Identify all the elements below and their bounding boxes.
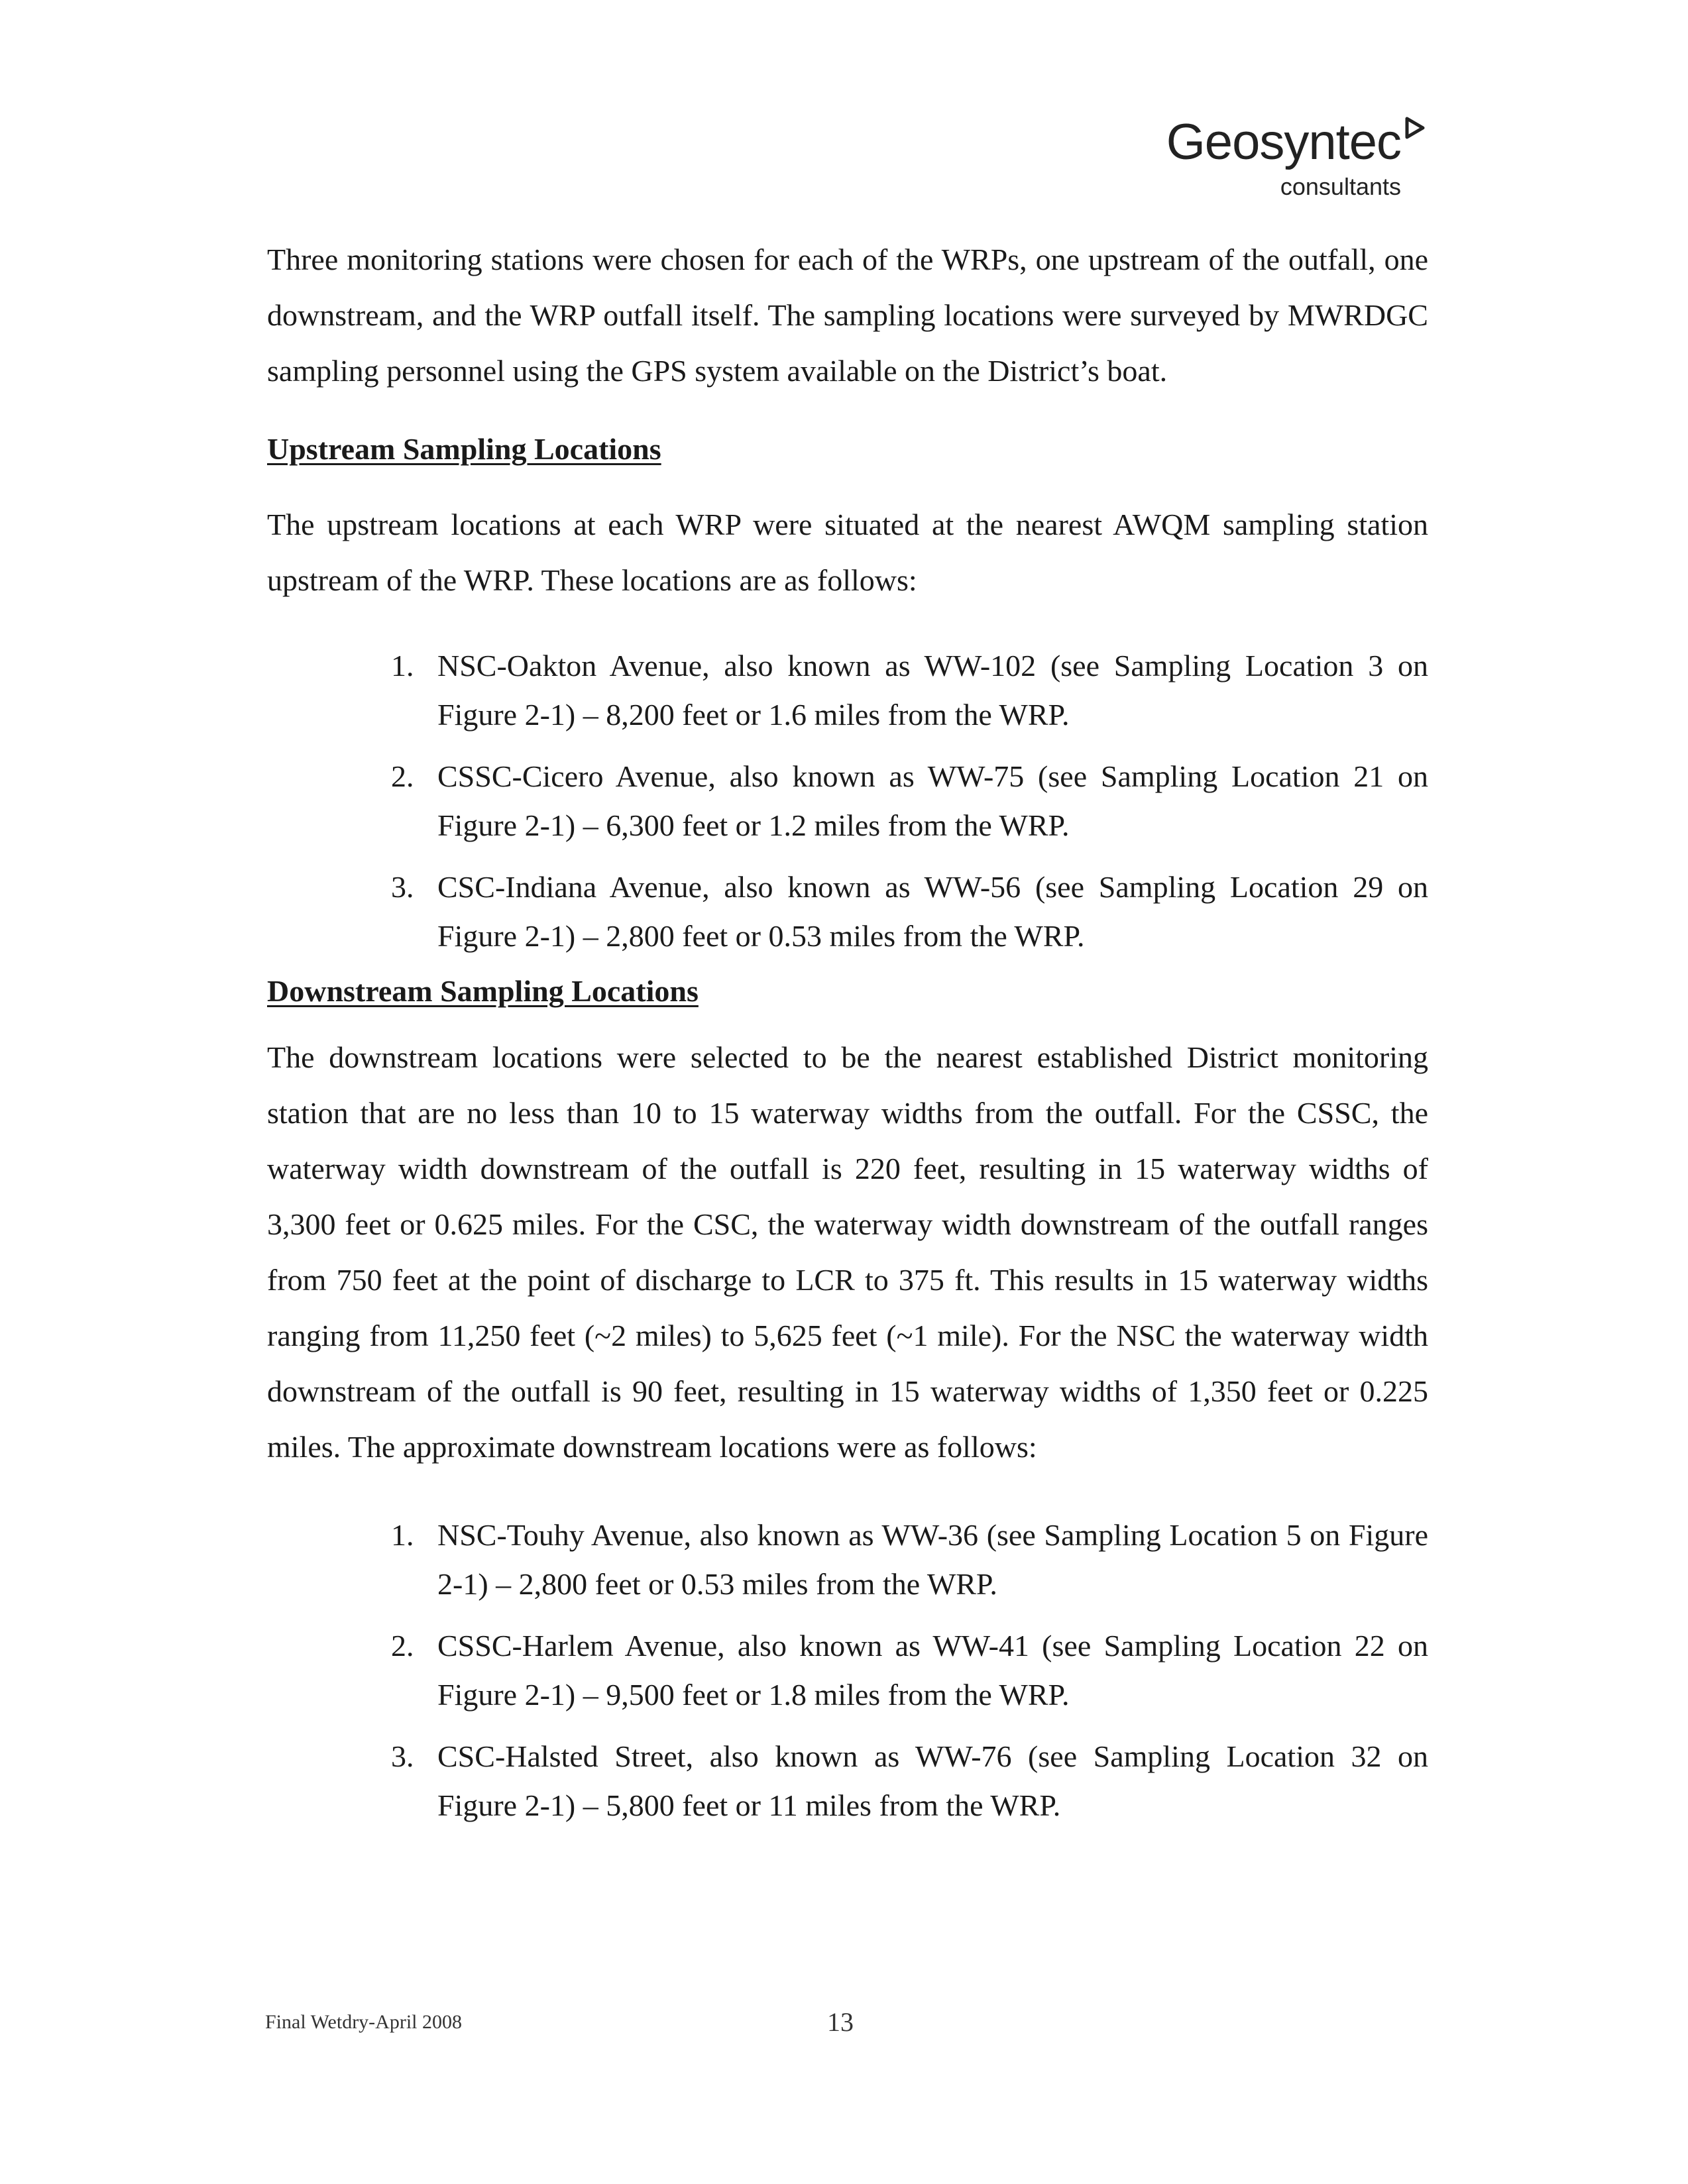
page-number: 13 [827,2007,854,2037]
list-item: 2. CSSC-Harlem Avenue, also known as WW-41 (see Sampling Location 22 on Figure 2-1) – 9,500 feet or 1.8 miles from the WRP. [391,1629,1428,1712]
downstream-list [267,1511,1428,1830]
logo-name: Geosyntec [1166,114,1401,170]
list-item: 1. NSC-Touhy Avenue, also known as WW-36 (see Sampling Location 5 on Figure 2-1) – 2,800 feet or 0.53 miles from the WRP. [391,1518,1428,1601]
downstream-heading: Downstream Sampling Locations [267,974,699,1008]
document-body [267,232,1428,1830]
list-item: 2. CSSC-Cicero Avenue, also known as WW-75 (see Sampling Location 21 on Figure 2-1) – 6,300 feet or 1.2 miles from the WRP. [391,759,1428,842]
logo-triangle-icon [1405,117,1425,139]
company-logo [1166,113,1401,201]
downstream-paragraph: The downstream locations were selected to be the nearest established District monitoring station that are no less than 10 to 15 waterway widths from the outfall. For the CSSC, the waterway width downstream of the outfall is 220 feet, resulting in 15 waterway widths of 3,300 feet or 0.625 miles. For the CSC, the waterway width downstream of the outfall ranges from 750 feet at the point of discharge to LCR to 375 ft. This results in 15 waterway widths ranging from 11,250 feet (~2 miles) to 5,625 feet (~1 mile). For the NSC the waterway width downstream of the outfall is 90 feet, resulting in 15 waterway widths of 1,350 feet or 0.225 miles. The approximate downstream locations were as follows: [267,1040,1428,1464]
upstream-heading: Upstream Sampling Locations [267,432,661,466]
intro-paragraph: Three monitoring stations were chosen for each of the WRPs, one upstream of the outfall, one downstream, and the WRP outfall itself. The sampling locations were surveyed by MWRDGC sampling personnel using the GPS system available on the District’s boat. [267,243,1428,388]
upstream-paragraph: The upstream locations at each WRP were situated at the nearest AWQM sampling station upstream of the WRP. These locations are as follows: [267,508,1428,597]
list-item: 1. NSC-Oakton Avenue, also known as WW-102 (see Sampling Location 3 on Figure 2-1) – 8,200 feet or 1.6 miles from the WRP. [391,649,1428,732]
logo-subtitle: consultants [1280,173,1401,200]
upstream-list [267,641,1428,961]
list-item: 3. CSC-Halsted Street, also known as WW-76 (see Sampling Location 32 on Figure 2-1) – 5,800 feet or 11 miles from the WRP. [391,1739,1428,1822]
footer-document-name: Final Wetdry-April 2008 [265,2011,462,2033]
list-item: 3. CSC-Indiana Avenue, also known as WW-56 (see Sampling Location 29 on Figure 2-1) – 2,800 feet or 0.53 miles from the WRP. [391,870,1428,953]
